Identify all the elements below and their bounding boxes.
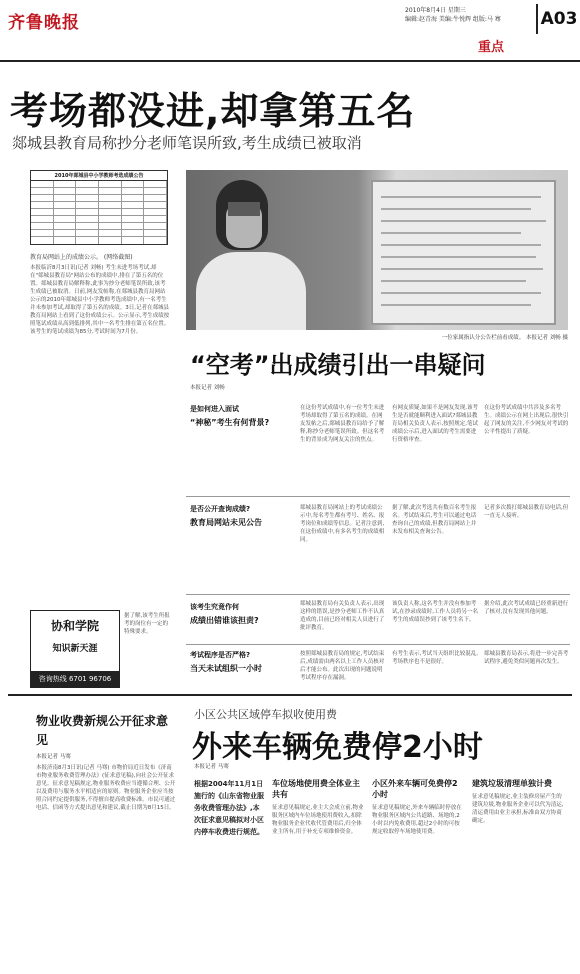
- person-figure: [196, 252, 306, 330]
- question-3: [190, 602, 296, 626]
- divider: [186, 594, 570, 595]
- q2-col2: 据了解,此次考选共有数百名考生报名。考试结束后,考生可以通过电话查询自己的成绩,但教育局网站上并未发布相关查询公告。: [392, 505, 477, 535]
- question-2-line1: 是否公开查询成绩?: [190, 505, 251, 513]
- photo-caption: 一位家属指认分公告栏前看成绩。 本报记者 刘畅 摄: [441, 335, 568, 341]
- left-article-tail: 据了解,该考生所报考的岗位有一定的特殊要求。: [124, 613, 170, 635]
- bottom-lead: 根据2004年11月1日施行的《山东省物业服务收费管理办法》,本次征求意见稿拟对小区内停车收费进行规范。: [194, 780, 264, 836]
- main-headline: 考场都没进,却拿第五名: [10, 89, 416, 133]
- bottom-byline: 本报记者 马骞: [194, 764, 229, 770]
- side-story-headline: 物业收费新规公开征求意见: [36, 714, 169, 747]
- page-number: A03: [536, 4, 580, 34]
- ad-slogan: 知识新天涯: [52, 644, 98, 654]
- bottom-column-2-head: 小区外来车辆可免费停2小时: [372, 779, 458, 799]
- table-title: 2010年郯城县中小学教师考选成绩公告: [31, 171, 167, 181]
- bottom-headline: 外来车辆免费停2小时: [192, 730, 483, 765]
- ad-title: 协和学院: [50, 619, 99, 633]
- mosaic-blur: [228, 202, 260, 216]
- issue-date: 2010年8月4日 星期三: [405, 7, 466, 14]
- main-subhead: 郯城县教育局称抄分老师笔误所致,考生成绩已被取消: [12, 134, 362, 152]
- score-table-image: [30, 170, 168, 245]
- advertisement: [30, 610, 120, 688]
- bottom-column-1-head: 车位场地使用费全体业主共有: [272, 779, 360, 799]
- bottom-column-3-head: 建筑垃圾清理单独计费: [472, 779, 552, 788]
- question-2: [190, 504, 296, 528]
- notice-board: [371, 180, 556, 325]
- left-article-body: 本报临沂8月3日讯(记者 刘畅) 考生未进考场考试,却在"郯城县教育局"网站公布的成绩中,排在了第五名的位置。郯城县教育局解释称,此事为抄分老师笔误所致,该考生成绩已被取消。日前,网友发帖称,在郯城县教育局网站公示的2010年郯城县中小学教师考选成绩中,有一名考生并未参加考试,却取得了第五名的成绩。3日,记者在郯城县教育局网站上看到了这份成绩公示。公示显示,考生成绩按照笔试成绩从高到低排列,其中一名考生排在第五名位置。该考生的笔试成绩为85分,考试时间为7月份。: [30, 265, 170, 335]
- q1-col3: 在这份考试成绩中共涉及多名考生。成绩公示在网上出现后,很快引起了网友的关注,不少网友对考试的公平性提出了质疑。: [484, 405, 569, 435]
- question-1-line1: 是如何进入面试: [190, 405, 239, 413]
- masthead: [0, 0, 580, 62]
- q3-col2: 该负责人称,这名考生并没有参加考试,在抄录成绩时,工作人员将另一名考生的成绩误抄到了该考生名下。: [392, 601, 478, 623]
- question-4-line1: 考试程序是否严格?: [190, 651, 251, 659]
- q1-col2: 有网友质疑,如果不是网友发现,该考生是否就能顺利进入面试?郯城县教育局相关负责人表示,按照规定,笔试成绩公示后,进入面试的考生需要进行资格审查。: [392, 405, 478, 443]
- table-caption: 教育局网站上的成绩公示。 (网络截图): [30, 254, 133, 261]
- q4-col2: 有考生表示,考试当天组织比较混乱,考场秩序也不是很好。: [392, 651, 478, 665]
- question-2-line2: 教育局网站未见公告: [190, 518, 262, 527]
- section-tag: 重点: [478, 40, 505, 55]
- newspaper-logo: 齐鲁晚报: [8, 13, 80, 33]
- date-line: [405, 6, 533, 24]
- side-story-body: 本报济南8月3日讯(记者 马骞) 市物价局近日发布《济南市物业服务收费管理办法》(征求意见稿),向社会公开征求意见。征求意见稿规定,物业服务收费应当遵循合理、公开以及费用与服务水平相适应的原则。物业服务企业应当按照合同约定提供服务,不得擅自提高收费标准。市民可通过电话、信函等方式提出意见和建议,截止日期为8月15日。: [36, 765, 176, 811]
- q2-col3: 记者多次拨打郯城县教育局电话,但一直无人接听。: [484, 505, 569, 519]
- story-heading: “空考”出成绩引出一串疑问: [190, 351, 486, 379]
- divider: [186, 496, 570, 497]
- q4-col3: 郯城县教育局表示,将进一步完善考试程序,避免类似问题再次发生。: [484, 651, 569, 665]
- bottom-column-1: [272, 778, 364, 958]
- bottom-kicker: 小区公共区域停车拟收使用费: [194, 708, 337, 721]
- q4-col1: 按照郯城县教育局的规定,考试结束后,成绩需由两名以上工作人员核对后才能公布。此次出现的问题说明考试程序存在漏洞。: [300, 651, 385, 681]
- q2-col1: 郯城县教育局网站上的考试成绩公示中,每名考生都有考号、姓名、报考岗位和成绩等信息。记者注意到,在这份成绩中,有多名考生的成绩相同。: [300, 505, 385, 543]
- bottom-column-3: [472, 778, 564, 958]
- divider: [186, 644, 570, 645]
- question-4: [190, 650, 296, 674]
- question-4-line2: 当天未试组织一小时: [190, 664, 262, 673]
- q1-col1: 在这份考试成绩中,有一位考生未进考场却取得了第五名的成绩。在网友发帖之后,郯城县教育局给予了解释,称抄分老师笔误所致。但这名考生的背景成为网友关注的焦点。: [300, 405, 385, 443]
- side-story-byline: 本报记者 马骞: [36, 754, 71, 760]
- question-3-line1: 该考生究竟作何: [190, 603, 239, 611]
- staff-line: 编辑:赵青海 美编:牛悦辉 组版:马 骞: [405, 16, 501, 23]
- question-3-line2: 成绩出错谁该担责?: [190, 616, 259, 625]
- section-divider: [8, 694, 572, 696]
- story-byline: 本报记者 刘畅: [190, 385, 225, 391]
- bottom-column-3-body: 征求意见稿规定,业主装修房屋产生的建筑垃圾,物业服务企业可以代为清运,清运费用由业主承担,标准由双方协商确定。: [472, 794, 564, 824]
- ad-phone: 咨询热线 6701 96706: [31, 671, 119, 687]
- question-1-line2: “神秘”考生有何背景?: [190, 418, 270, 427]
- bottom-column-2: [372, 778, 464, 958]
- q3-col1: 郯城县教育局有关负责人表示,出现这样的错误,是抄分老师工作不认真造成的,目前已经对相关人员进行了批评教育。: [300, 601, 385, 631]
- q3-col3: 据介绍,此次考试成绩已经重新进行了核对,没有发现其他问题。: [484, 601, 569, 615]
- news-photo: [186, 170, 568, 330]
- bottom-column-2-body: 征求意见稿规定,外来车辆临时停放在物业服务区域内公共道路、场地的,2小时以内免收费用,超过2小时的可按规定收取停车场地使用费。: [372, 805, 462, 835]
- question-1: [190, 404, 296, 428]
- bottom-column-1-body: 征求意见稿规定,业主大会成立前,物业服务区域内车位场地使用费收入,扣除物业服务企业代收代管费用后,归全体业主所有,用于补充专项维修资金。: [272, 805, 364, 835]
